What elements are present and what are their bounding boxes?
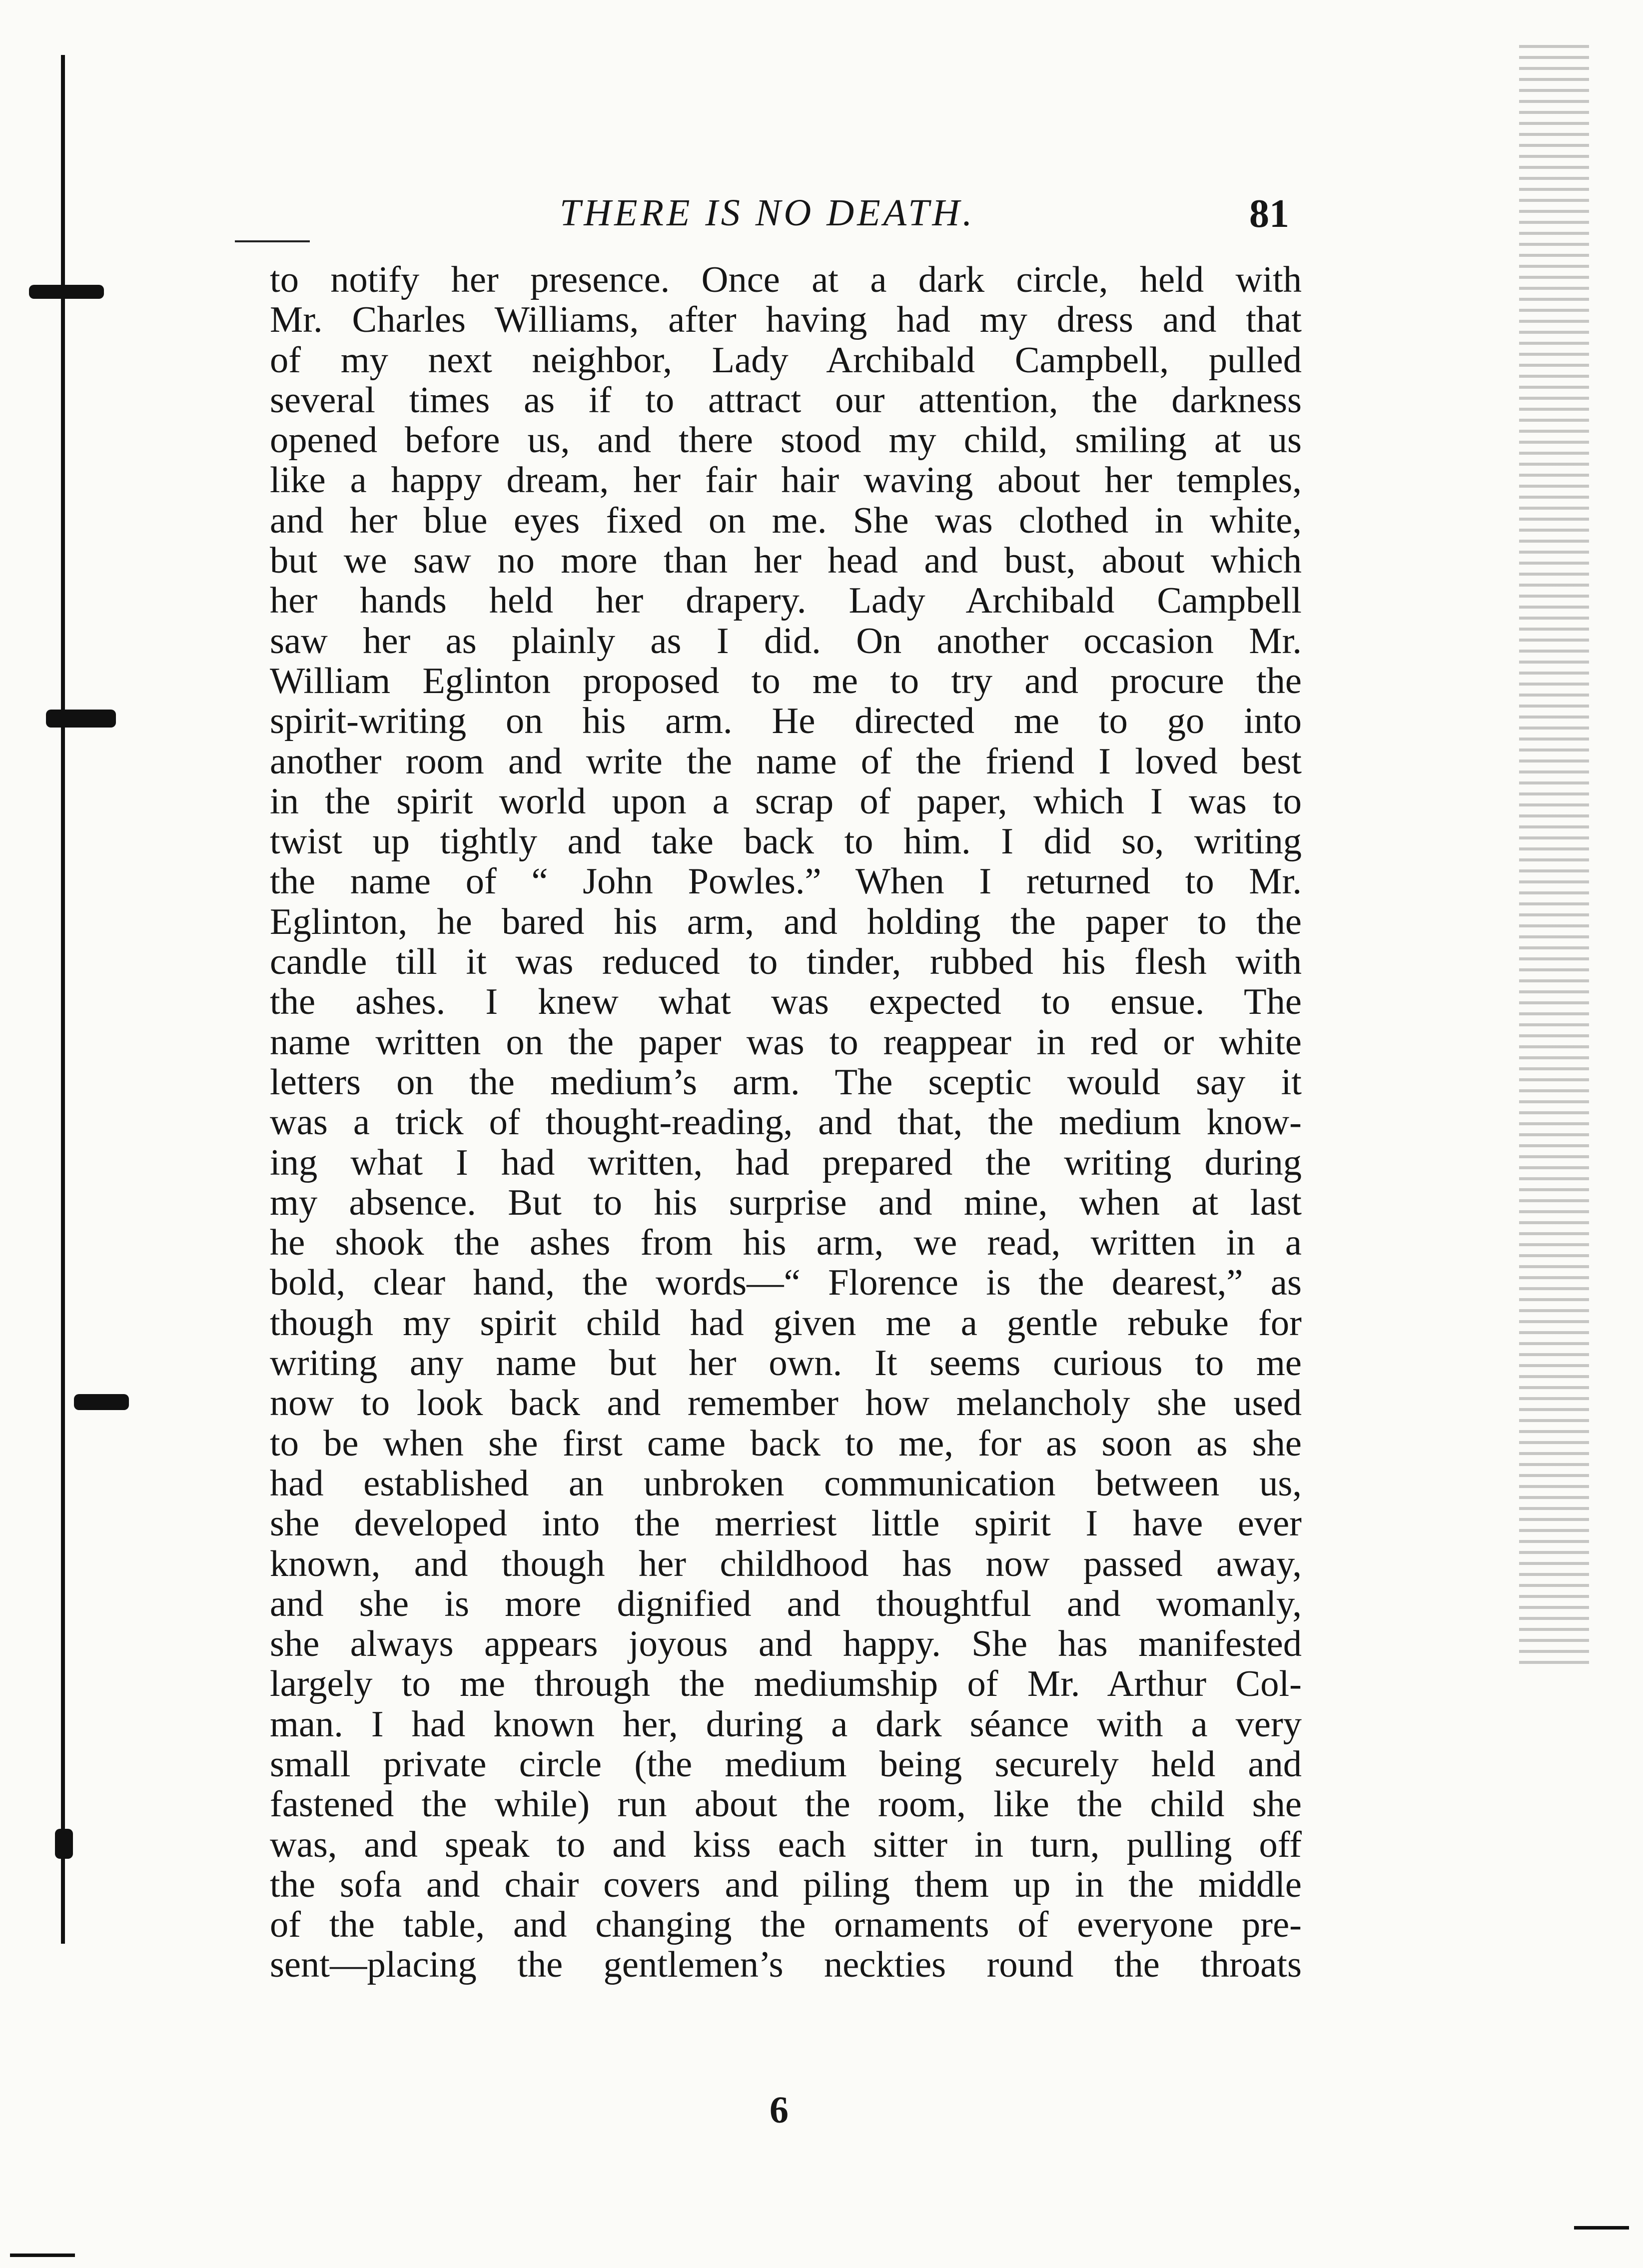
text-line: now to look back and remember how melancholy she used (270, 1383, 1302, 1424)
scan-corner-mark (1574, 2226, 1629, 2230)
text-line: largely to me through the mediumship of Mr. Arthur Col- (270, 1663, 1302, 1705)
text-line: candle till it was reduced to tinder, rubbed his flesh with (270, 941, 1302, 983)
text-line: spirit-writing on his arm. He directed me to go into (270, 701, 1302, 742)
text-line: of my next neighbor, Lady Archibald Campbell, pulled (270, 339, 1302, 381)
text-line: saw her as plainly as I did. On another occasion Mr. (270, 620, 1302, 662)
text-line: she always appears joyous and happy. She has manifested (270, 1623, 1302, 1665)
text-line: twist up tightly and take back to him. I did so, writing (270, 821, 1302, 862)
body-text (270, 260, 1302, 1985)
text-line: she developed into the merriest little spirit I have ever (270, 1503, 1302, 1544)
text-line: was a trick of thought-reading, and that, the medium know- (270, 1102, 1302, 1143)
text-line: her hands held her drapery. Lady Archibald Campbell (270, 580, 1302, 622)
page-header (235, 187, 1289, 242)
text-line: known, and though her childhood has now passed away, (270, 1543, 1302, 1584)
text-line: though my spirit child had given me a gentle rebuke for (270, 1302, 1302, 1344)
text-line: Mr. Charles Williams, after having had my dress and that (270, 299, 1302, 341)
binding-margin-bar (61, 55, 65, 1944)
text-line: to notify her presence. Once at a dark circle, held with (270, 259, 1302, 300)
binding-clip (29, 285, 104, 299)
text-line: William Eglinton proposed to me to try and procure the (270, 660, 1302, 702)
text-line: writing any name but her own. It seems curious to me (270, 1343, 1302, 1384)
text-line: and her blue eyes fixed on me. She was clothed in white, (270, 500, 1302, 541)
text-line: another room and write the name of the friend I loved best (270, 741, 1302, 782)
text-line: the ashes. I knew what was expected to ensue. The (270, 981, 1302, 1023)
text-line: he shook the ashes from his arm, we read, written in a (270, 1222, 1302, 1264)
text-line: fastened the while) run about the room, like the child she (270, 1784, 1302, 1825)
binding-clip (55, 1829, 73, 1859)
page-number: 81 (1249, 192, 1289, 236)
text-line: was, and speak to and kiss each sitter in turn, pulling off (270, 1824, 1302, 1865)
binding-clip (74, 1394, 129, 1410)
text-line: bold, clear hand, the words—“ Florence is the dearest,” as (270, 1262, 1302, 1304)
text-line: several times as if to attract our attention, the darkness (270, 379, 1302, 421)
text-line: but we saw no more than her head and bust, about which (270, 540, 1302, 582)
text-line: the sofa and chair covers and piling them up in the middle (270, 1864, 1302, 1905)
header-rule (235, 240, 310, 242)
text-line: opened before us, and there stood my child, smiling at us (270, 420, 1302, 461)
text-line: name written on the paper was to reappear in red or white (270, 1021, 1302, 1063)
text-line: man. I had known her, during a dark séance with a very (270, 1703, 1302, 1745)
text-line: to be when she first came back to me, for as soon as she (270, 1423, 1302, 1464)
scan-corner-mark (10, 2254, 75, 2257)
text-line: like a happy dream, her fair hair waving about her temples, (270, 460, 1302, 501)
text-line: sent—placing the gentlemen’s neckties round the throats (270, 1944, 1302, 1986)
text-line: had established an unbroken communication between us, (270, 1463, 1302, 1504)
text-line: the name of “ John Powles.” When I returned to Mr. (270, 861, 1302, 902)
text-line: and she is more dignified and thoughtful and womanly, (270, 1583, 1302, 1624)
text-line: Eglinton, he bared his arm, and holding the paper to the (270, 901, 1302, 942)
text-line: letters on the medium’s arm. The sceptic would say it (270, 1061, 1302, 1103)
text-line: ing what I had written, had prepared the writing during (270, 1142, 1302, 1183)
running-head: THERE IS NO DEATH. (560, 192, 975, 234)
text-line: my absence. But to his surprise and mine, when at last (270, 1182, 1302, 1223)
scan-edge-noise (1519, 45, 1589, 1669)
text-line: in the spirit world upon a scrap of paper, which I was to (270, 780, 1302, 822)
signature-mark: 6 (770, 2089, 789, 2131)
binding-clip (46, 710, 116, 728)
text-line: small private circle (the medium being securely held and (270, 1743, 1302, 1785)
text-line: of the table, and changing the ornaments of everyone pre- (270, 1904, 1302, 1946)
